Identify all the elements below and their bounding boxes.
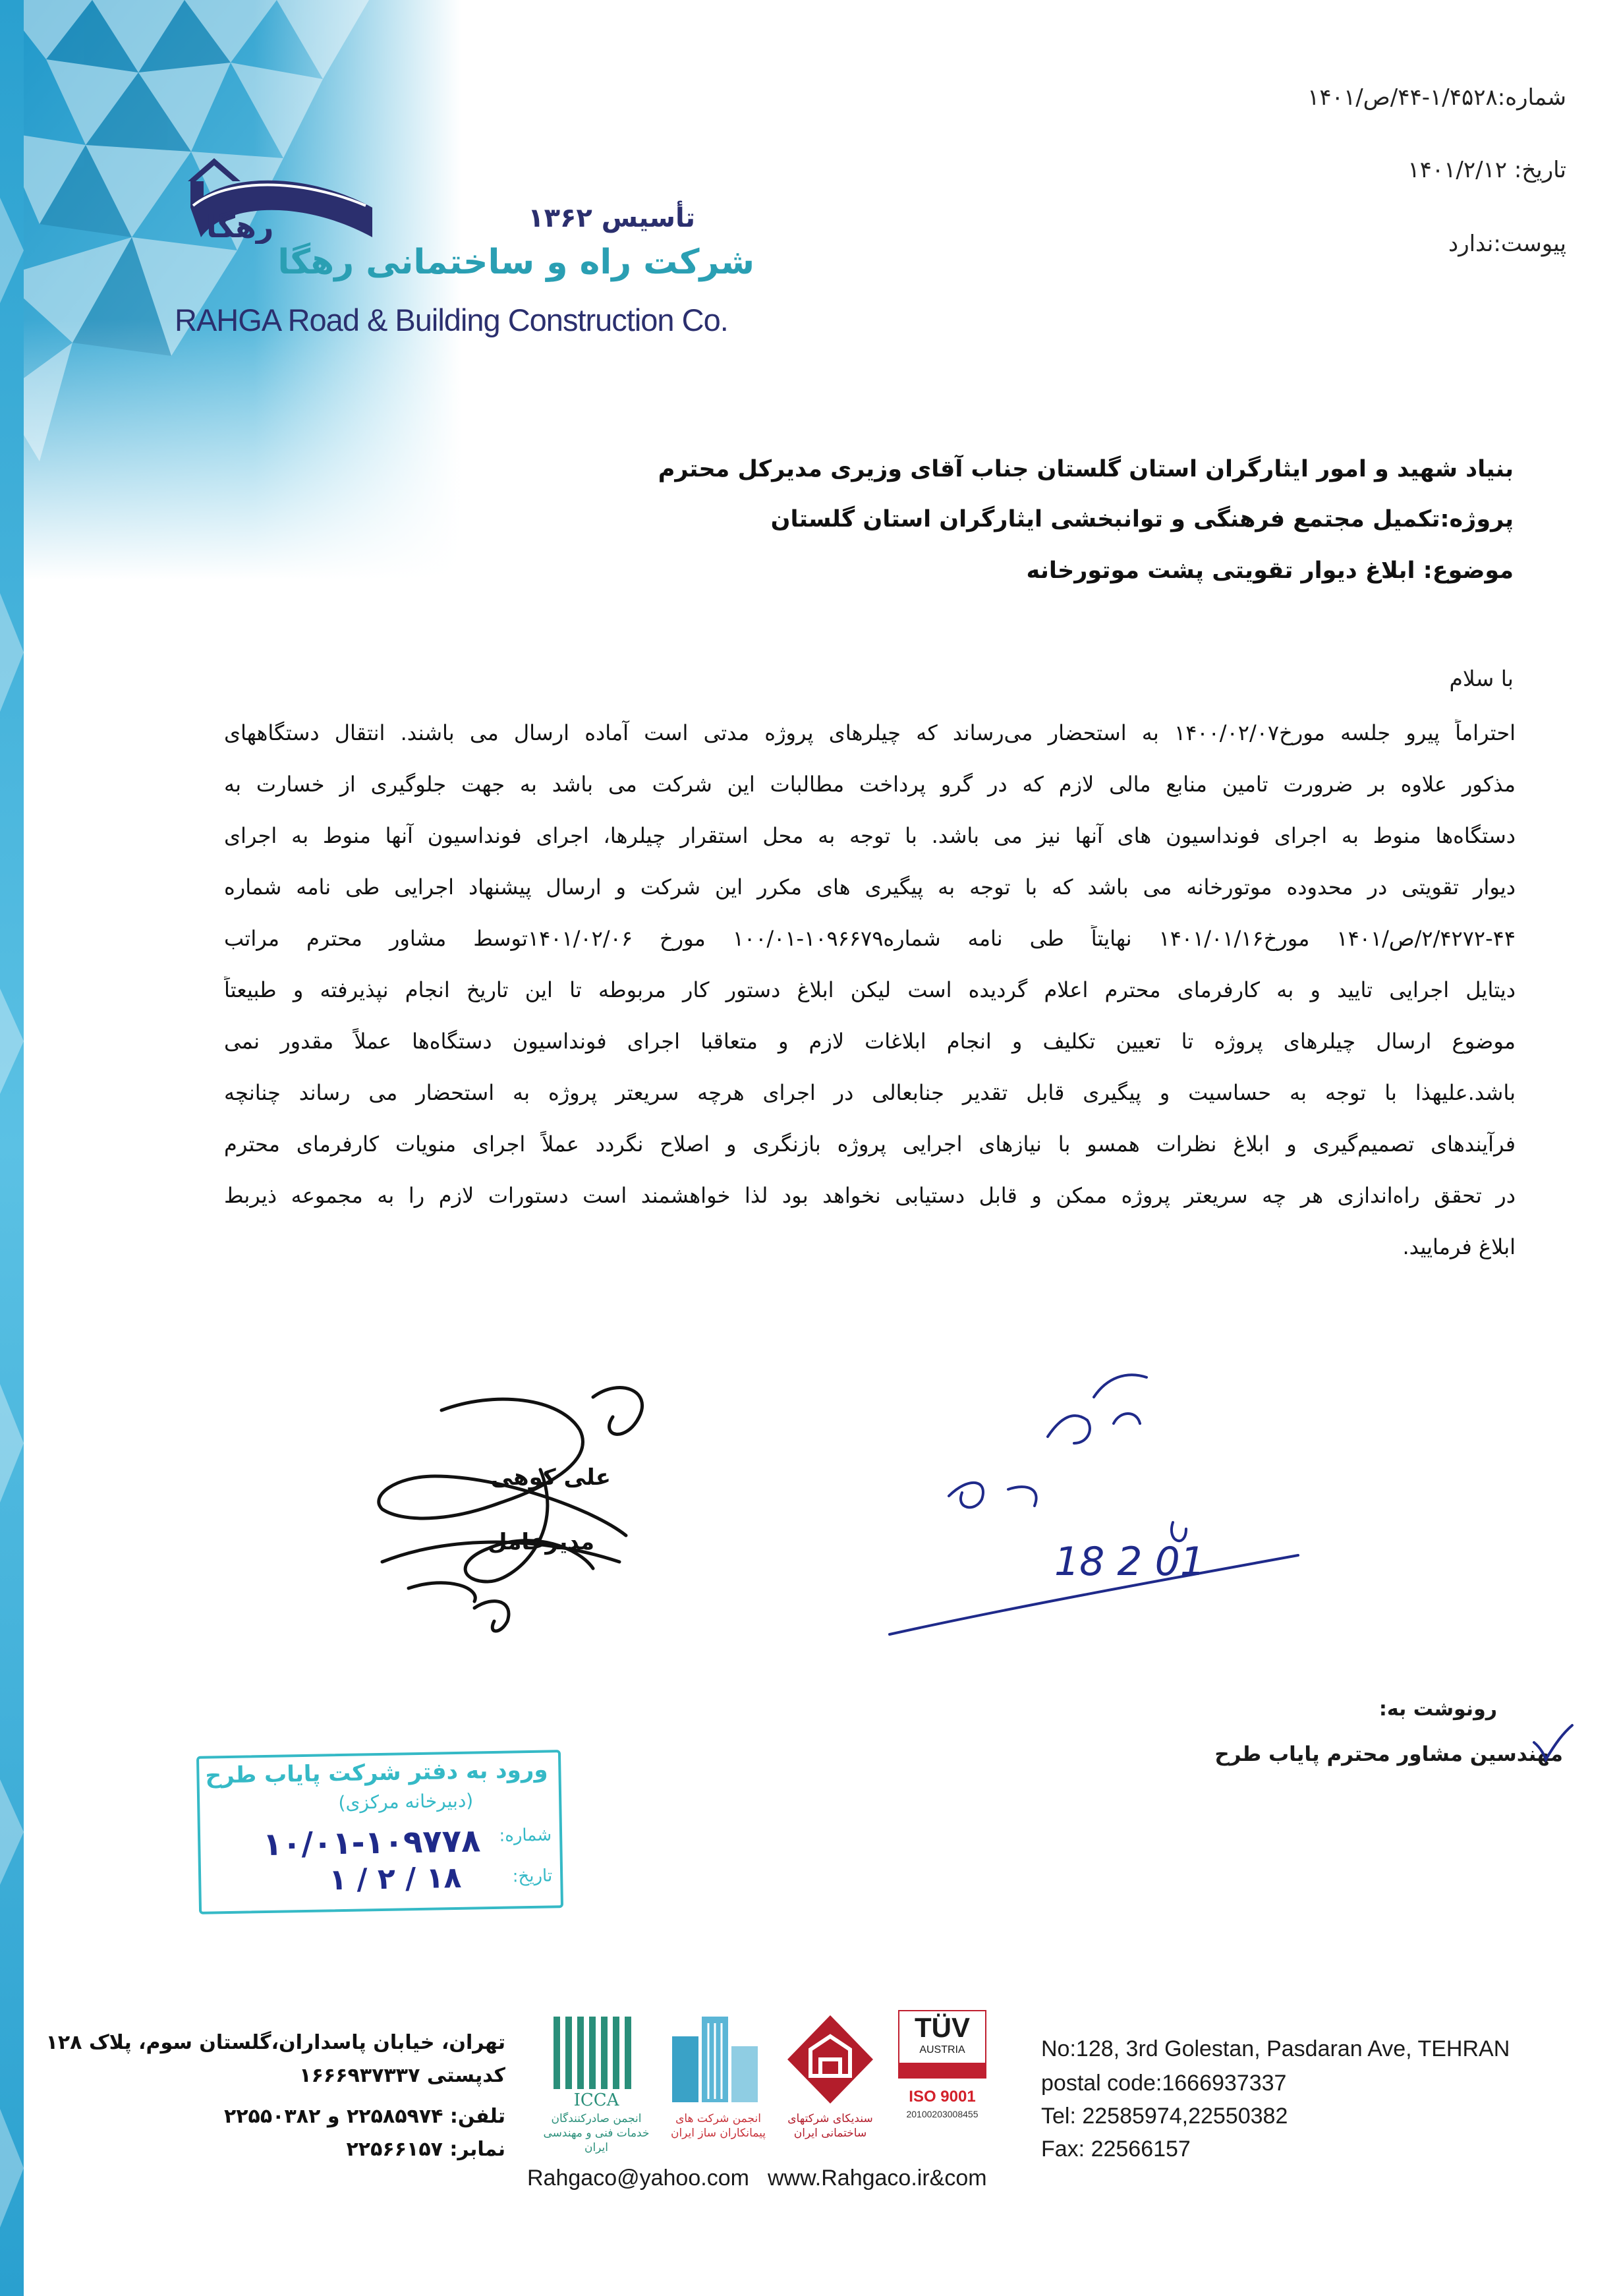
footer-fa-address: تهران، خیابان پاسداران،گلستان سوم، پلاک ۱۲۸ <box>45 2031 505 2054</box>
body-line: موضوع ارسال چیلرهای پروژه تا تعیین تکلیف و انجام ابلاغات لازم و متعاقبا اجرای فونداسیون دستگاه‌ها عملاً مقدور نمی <box>224 1029 1516 1054</box>
union-caption: سندیکای شرکتهای ساختمانی ایران <box>787 2112 873 2140</box>
founded-text: تأسیس ۱۳۶۲ <box>528 203 695 233</box>
body-line: دیوار تقویتی در محدوده موتورخانه می باشد که با توجه به پیگیری های مکرر این شرکت و ارسال پیشنهاد اجرایی طی نامه شماره <box>224 875 1516 900</box>
body-line: در تحقق راه‌اندازی هر چه سریعتر پروژه ممکن و قابل دستیابی نخواهد بود لذا خواهشمند است دستورات لازم را به مجموعه ذیربط <box>224 1183 1516 1208</box>
stamp-date-value: ۱۸ / ۲ / ۱ <box>328 1860 462 1897</box>
icca-emblem-icon <box>540 2010 652 2109</box>
footer-en-tel: Tel: 22585974,22550382 <box>1041 2104 1288 2129</box>
builders-caption: انجمن شرکت های پیمانکاران ساز ایران <box>670 2112 766 2140</box>
tuv-iso-badge <box>893 2010 992 2162</box>
letter-attachment <box>1448 231 1566 257</box>
attachment-label: پیوست: <box>1493 231 1566 257</box>
receipt-stamp <box>196 1750 563 1914</box>
stamp-subtitle: (دبیرخانه مرکزی) <box>338 1789 474 1814</box>
body-line: فرآیندهای تصمیم‌گیری و ابلاغ نظرات همسو با نیازهای اجرایی پروژه بازنگری و اصلاح نگردد عملاً اجرای منویات کارفرمای محترم <box>224 1132 1516 1157</box>
addressee-line: بنیاد شهید و امور ایثارگران استان گلستان جناب آقای وزیری مدیرکل محترم <box>658 456 1514 482</box>
letter-number-label: شماره: <box>1497 84 1566 111</box>
footer-en-postal: postal code:1666937337 <box>1041 2071 1287 2096</box>
handwritten-note <box>876 1358 1311 1661</box>
svg-text:رهگا: رهگا <box>206 209 274 244</box>
body-line: مذکور علاوه بر ضرورت تامین منابع مالی لازم که در گرو پرداخت مطالبات این شرکت می باشد به جهت جلوگیری از خسارت به <box>224 772 1516 797</box>
letter-number <box>1307 84 1566 111</box>
icca-label: ICCA <box>573 2090 619 2109</box>
tuv-box <box>898 2010 986 2079</box>
footer-en-fax: Fax: 22566157 <box>1041 2137 1191 2162</box>
footer-email-link[interactable]: Rahgaco@yahoo.com <box>527 2166 749 2191</box>
letter-number-value: ۱/۴۵۲۸-۴۴/ص/۱۴۰۱ <box>1307 84 1498 111</box>
signatory-name: علی کوهی <box>490 1464 611 1491</box>
stamp-title: ورود به دفتر شرکت پایاب طرح <box>205 1756 548 1789</box>
stamp-date-label: تاریخ: <box>512 1866 553 1887</box>
company-name-fa: شرکت راه و ساختمانی رهگا <box>277 243 754 282</box>
body-line: ابلاغ فرمایید. <box>1402 1234 1516 1259</box>
tuv-red-bar <box>899 2063 985 2077</box>
body-line: ۲/۴۲۷۲-۴۴/ص/۱۴۰۱ مورخ۱۴۰۱/۰۱/۱۶ نهایتاً طی نامه شماره۱۰۹۶۶۷۹-۱۰۰/۰۱ مورخ ۱۴۰۱/۰۲/۰۶توسط مشاور محترم مراتب <box>224 926 1516 951</box>
builders-association-logo <box>659 2010 778 2168</box>
footer-en-address: No:128, 3rd Golestan, Pasdaran Ave, TEHRAN <box>1041 2036 1510 2061</box>
union-emblem-icon <box>781 2010 880 2109</box>
icca-logo <box>540 2010 652 2168</box>
footer-fa-fax: نمابر: ۲۲۵۶۶۱۵۷ <box>346 2138 505 2161</box>
left-decorative-strip <box>0 0 24 2296</box>
body-line: احتراماً پیرو جلسه مورخ۱۴۰۰/۰۲/۰۷ به استحضار می‌رساند که چیلرهای پروژه مدتی است آماده ارسال می باشند. انتقال دستگاههای <box>224 720 1516 745</box>
iso-number: 20100203008455 <box>906 2109 979 2119</box>
rahga-logo-icon <box>175 145 392 244</box>
footer-website-link[interactable]: www.Rahgaco.ir&com <box>768 2166 987 2191</box>
iso-label: ISO 9001 <box>909 2088 976 2106</box>
tuv-sub: AUSTRIA <box>919 2044 965 2055</box>
stamp-number-value: ۱۰/۰۱-۱۰۹۷۷۸ <box>262 1822 481 1864</box>
greeting: با سلام <box>1449 666 1514 691</box>
signatory-title: مدیرعامل <box>488 1529 594 1555</box>
footer-fa-phone: تلفن: ۲۲۵۸۵۹۷۴ و ۲۲۵۵۰۳۸۲ <box>223 2105 505 2128</box>
body-line: دیتایل اجرایی تایید و به کارفرمای محترم اعلام گردیده است لیکن ابلاغ دستور کار مربوطه تا این تاریخ انجام نپذیرفته و طبیعتاً <box>224 977 1516 1002</box>
company-logo <box>168 145 761 356</box>
cc-label: رونوشت به: <box>1378 1698 1497 1721</box>
body-line: دستگاه‌ها منوط به اجرای فونداسیون های آنها نیز می باشد. با توجه به محل استقرار چیلرها، اجرای فونداسیون آنها منوط به اجرای <box>224 823 1516 848</box>
letter-date <box>1407 157 1566 183</box>
stamp-number-label: شماره: <box>499 1825 552 1846</box>
handwritten-date: 18 2 01 <box>1054 1539 1206 1585</box>
icca-caption: انجمن صادرکنندگان خدمات فنی و مهندسی ایران <box>543 2112 650 2154</box>
project-line: پروژه:تکمیل مجتمع فرهنگی و توانبخشی ایثارگران استان گلستان <box>770 506 1514 532</box>
letter-date-label: تاریخ: <box>1514 157 1566 183</box>
footer-fa-postal: کدپستی ۱۶۶۶۹۳۷۳۳۷ <box>299 2064 505 2087</box>
cc-recipient-name: مهندسین مشاور محترم پایاب طرح <box>1214 1742 1563 1766</box>
attachment-value: ندارد <box>1448 231 1494 257</box>
construction-union-logo <box>781 2010 880 2168</box>
checkmark-icon <box>1529 1721 1575 1767</box>
subject-line: موضوع: ابلاغ دیوار تقویتی پشت موتورخانه <box>1026 558 1514 584</box>
body-line: باشد.علیهذا با توجه به حساسیت و پیگیری قابل تقدیر جنابعالی در اجرای هرچه سریعتر پروژه به استحضار می رساند چنانچه <box>224 1080 1516 1105</box>
letter-date-value: ۱۴۰۱/۲/۱۲ <box>1407 157 1508 183</box>
signature-scribble <box>343 1371 725 1648</box>
tuv-label: TÜV <box>915 2012 970 2043</box>
cc-recipient <box>1214 1742 1563 1766</box>
building-emblem-icon <box>659 2010 778 2109</box>
company-name-en: RAHGA Road & Building Construction Co. <box>175 302 728 337</box>
